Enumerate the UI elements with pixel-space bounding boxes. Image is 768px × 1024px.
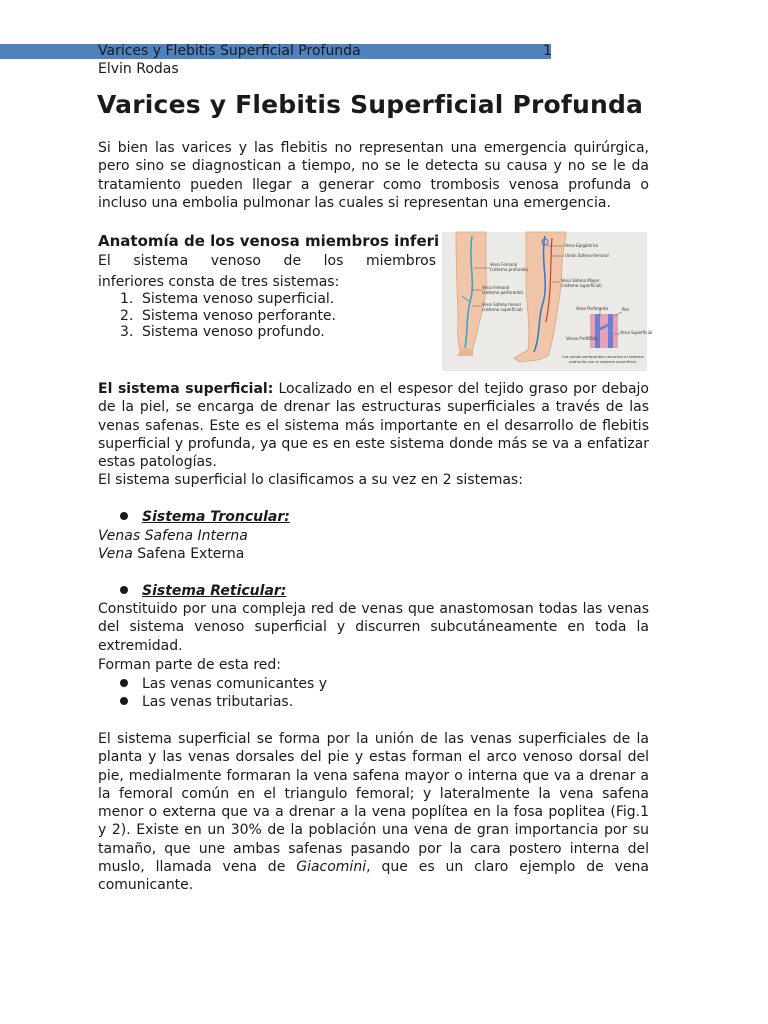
troncular-heading: Sistema Troncular: <box>120 508 290 526</box>
label-venas-profundo: Venas Profundo <box>566 336 598 341</box>
anatomy-text-line1: El sistema venoso de los miembros <box>98 253 436 269</box>
label-vena-safena-mayor: Vena Safena Mayor <box>561 278 600 283</box>
leg-veins-illustration <box>442 232 653 371</box>
page-title: Varices y Flebitis Superficial Profunda <box>97 90 644 119</box>
list-item: 1. Sistema venoso superficial. <box>120 291 335 307</box>
intro-paragraph: Si bien las varices y las flebitis no representan una emergencia quirúrgica, pero sino se diagnostican a tiempo, no se le detecta su causa y no se le da tratamiento pueden llegar a generar como trombosis venosa profunda o incluso una embolia pulmonar las cuales si representan una emergencia. <box>98 140 649 211</box>
label-sistema-superficial: (sistema superficial) <box>561 283 602 288</box>
anatomy-heading: Anatomía de los venosa miembros inferi <box>98 232 440 250</box>
figure-caption: Las venas perforantes conectan el sistema profundo con el sistema superficial. <box>562 354 644 364</box>
list-item: Las venas tributarias. <box>120 693 293 711</box>
label-vena-epigastrica: Vena Epigástrica <box>565 243 599 248</box>
page-number: 1 <box>543 43 552 59</box>
bullet-icon <box>120 586 128 594</box>
superficial-lead: El sistema superficial: <box>98 381 274 397</box>
reticular-paragraph: Constituido por una compleja red de venas que anastomosan todas las venas del sistema venoso superficial y discurren subcutáneamente en toda la extremidad. <box>98 601 649 654</box>
leg-veins-figure <box>442 232 653 371</box>
bullet-icon <box>120 679 128 687</box>
superficial-classify: El sistema superficial lo clasificamos a su vez en 2 sistemas: <box>98 472 523 488</box>
troncular-line2: Vena Safena Externa <box>98 546 245 562</box>
list-item: 3. Sistema venoso profundo. <box>120 324 325 340</box>
label-sistema-profundo: (sistema profundo) <box>490 267 529 272</box>
label-vena-safena-menor: Vena Safena menor <box>482 302 522 307</box>
bullet-icon <box>120 512 128 520</box>
bullet-icon <box>120 697 128 705</box>
superficial-text: Localizado en el espesor del tejido graso por debajo de la piel, se encarga de drenar las estructuras superficiales a través de las venas safenas. Este es el sistema más importante en el desarrollo de flebitis superficial y profunda, ya que es en este sistema donde más se va a enfatizar estas patologías. <box>98 381 649 471</box>
label-piel: Piel <box>622 307 630 312</box>
label-vena-femoral-2: Vena Femoral <box>482 285 510 290</box>
anatomy-text-line2: inferiores consta de tres sistemas: <box>98 274 340 290</box>
troncular-line1: Venas Safena Interna <box>98 528 248 544</box>
list-item: 2. Sistema venoso perforante. <box>120 307 336 324</box>
label-vena-femoral: Vena Femoral <box>490 262 518 267</box>
list-item: Las venas comunicantes y <box>120 675 327 693</box>
reticular-heading: Sistema Reticular: <box>120 582 286 600</box>
systems-list <box>120 291 336 341</box>
label-union-safeno: Unión Safeno-femoral <box>565 253 609 258</box>
author: Elvin Rodas <box>98 61 179 77</box>
label-vena-perforante: Vena Perforante <box>576 306 609 311</box>
closing-paragraph: El sistema superficial se forma por la unión de las venas superficiales de la planta y las venas dorsales del pie y estas forman el arco venoso dorsal del pie, medialmente formaran la vena safena mayor o interna que va a drenar a la femoral común en el triangulo femoral; y lateralmente la vena safena menor o externa que va a drenar a la vena poplítea en la fosa poplitea (Fig.1 y 2). Existe en un 30% de la población una vena de gran importancia por su tamaño, que une ambas safenas pasando por la cara postero interna del muslo, llamada vena de Giacomini, que es un claro ejemplo de vena comunicante. <box>98 731 649 894</box>
forman-text: Forman parte de esta red: <box>98 657 281 673</box>
label-sistema-superficial-2: (sistema superficial) <box>482 307 523 312</box>
label-sistema-perforante: (sistema perforante) <box>482 290 524 295</box>
label-vena-superficial: Vena Superficial <box>620 330 653 335</box>
superficial-paragraph <box>98 380 649 471</box>
running-title: Varices y Flebitis Superficial Profunda <box>98 43 361 59</box>
